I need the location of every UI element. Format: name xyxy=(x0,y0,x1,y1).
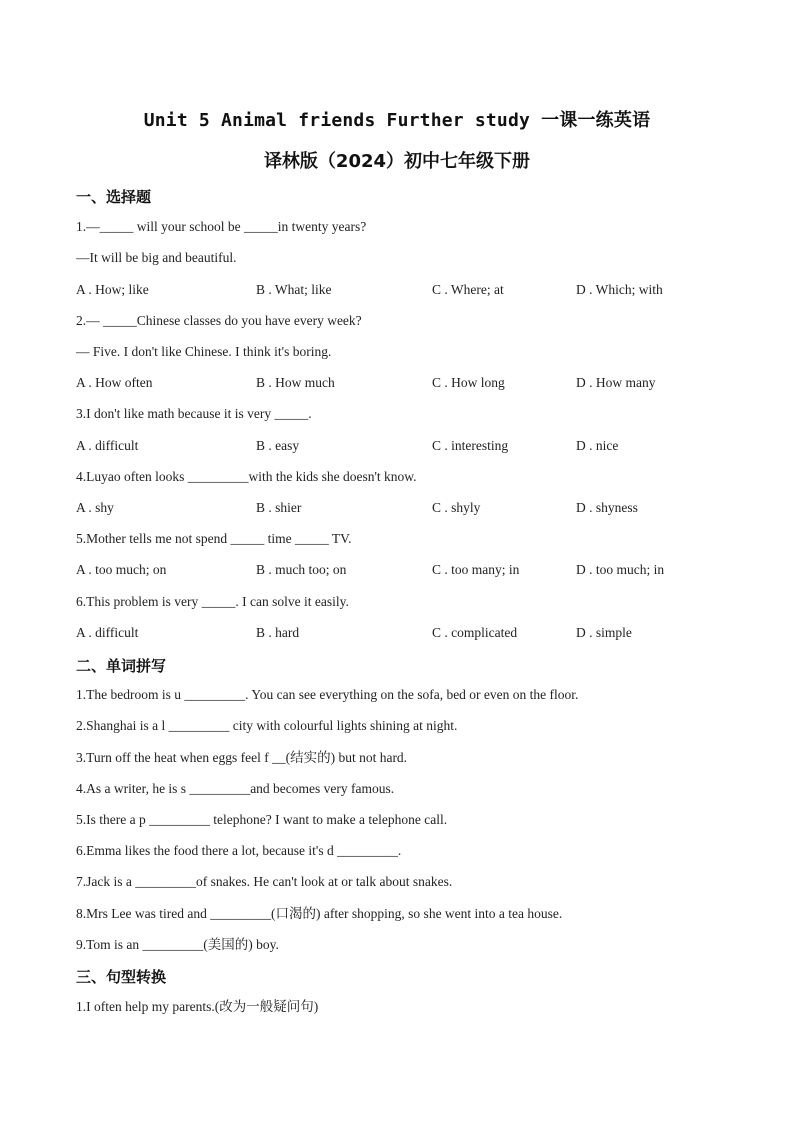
option-a: A . difficult xyxy=(76,438,139,453)
option-c: C . Where; at xyxy=(432,282,504,297)
spelling-item: 5.Is there a p _________ telephone? I want to make a telephone call. xyxy=(76,812,448,827)
option-a: A . How often xyxy=(76,375,153,390)
section-heading-spelling: 二、单词拼写 xyxy=(76,657,167,675)
question-stem-line2: —It will be big and beautiful. xyxy=(76,250,237,265)
section-heading-choice: 一、选择题 xyxy=(76,188,152,206)
spelling-item: 3.Turn off the heat when eggs feel f __(结实的) but not hard. xyxy=(76,750,408,765)
option-a: A . difficult xyxy=(76,625,139,640)
spelling-item: 9.Tom is an _________(美国的) boy. xyxy=(76,937,279,952)
spelling-item: 1.The bedroom is u _________. You can see everything on the sofa, bed or even on the floor. xyxy=(76,687,579,702)
option-d: D . shyness xyxy=(576,500,638,515)
option-c: C . complicated xyxy=(432,625,518,640)
question-stem: 2.— _____Chinese classes do you have every week? xyxy=(76,313,362,328)
option-d: D . Which; with xyxy=(576,282,663,297)
option-a: A . shy xyxy=(76,500,114,515)
question-stem: 6.This problem is very _____. I can solve it easily. xyxy=(76,594,349,609)
option-d: D . simple xyxy=(576,625,632,640)
spelling-item: 4.As a writer, he is s _________and becomes very famous. xyxy=(76,781,395,796)
option-b: B . What; like xyxy=(256,282,332,297)
option-c: C . interesting xyxy=(432,438,509,453)
question-stem: 5.Mother tells me not spend _____ time _____ TV. xyxy=(76,531,352,546)
question-stem: 1.—_____ will your school be _____in twenty years? xyxy=(76,219,367,234)
spelling-item: 8.Mrs Lee was tired and _________(口渴的) after shopping, so she went into a tea house. xyxy=(76,906,563,921)
option-d: D . How many xyxy=(576,375,656,390)
question-stem: 3.I don't like math because it is very _____. xyxy=(76,406,312,421)
transform-item: 1.I often help my parents.(改为一般疑问句) xyxy=(76,999,319,1014)
option-b: B . shier xyxy=(256,500,302,515)
option-a: A . too much; on xyxy=(76,562,167,577)
option-a: A . How; like xyxy=(76,282,149,297)
document-subtitle: 译林版（2024）初中七年级下册 xyxy=(263,151,531,172)
option-d: D . too much; in xyxy=(576,562,665,577)
spelling-item: 7.Jack is a _________of snakes. He can't look at or talk about snakes. xyxy=(76,874,453,889)
question-stem-line2: — Five. I don't like Chinese. I think it's boring. xyxy=(76,344,332,359)
section-heading-transform: 三、句型转换 xyxy=(76,968,167,986)
option-c: C . How long xyxy=(432,375,505,390)
spelling-item: 2.Shanghai is a l _________ city with colourful lights shining at night. xyxy=(76,718,458,733)
option-b: B . hard xyxy=(256,625,300,640)
option-c: C . shyly xyxy=(432,500,481,515)
option-b: B . How much xyxy=(256,375,335,390)
option-c: C . too many; in xyxy=(432,562,520,577)
option-b: B . easy xyxy=(256,438,300,453)
question-stem: 4.Luyao often looks _________with the kids she doesn't know. xyxy=(76,469,417,484)
spelling-item: 6.Emma likes the food there a lot, because it's d _________. xyxy=(76,843,402,858)
option-b: B . much too; on xyxy=(256,562,347,577)
document-title: Unit 5 Animal friends Further study 一课一练英语 xyxy=(143,110,651,131)
option-d: D . nice xyxy=(576,438,619,453)
